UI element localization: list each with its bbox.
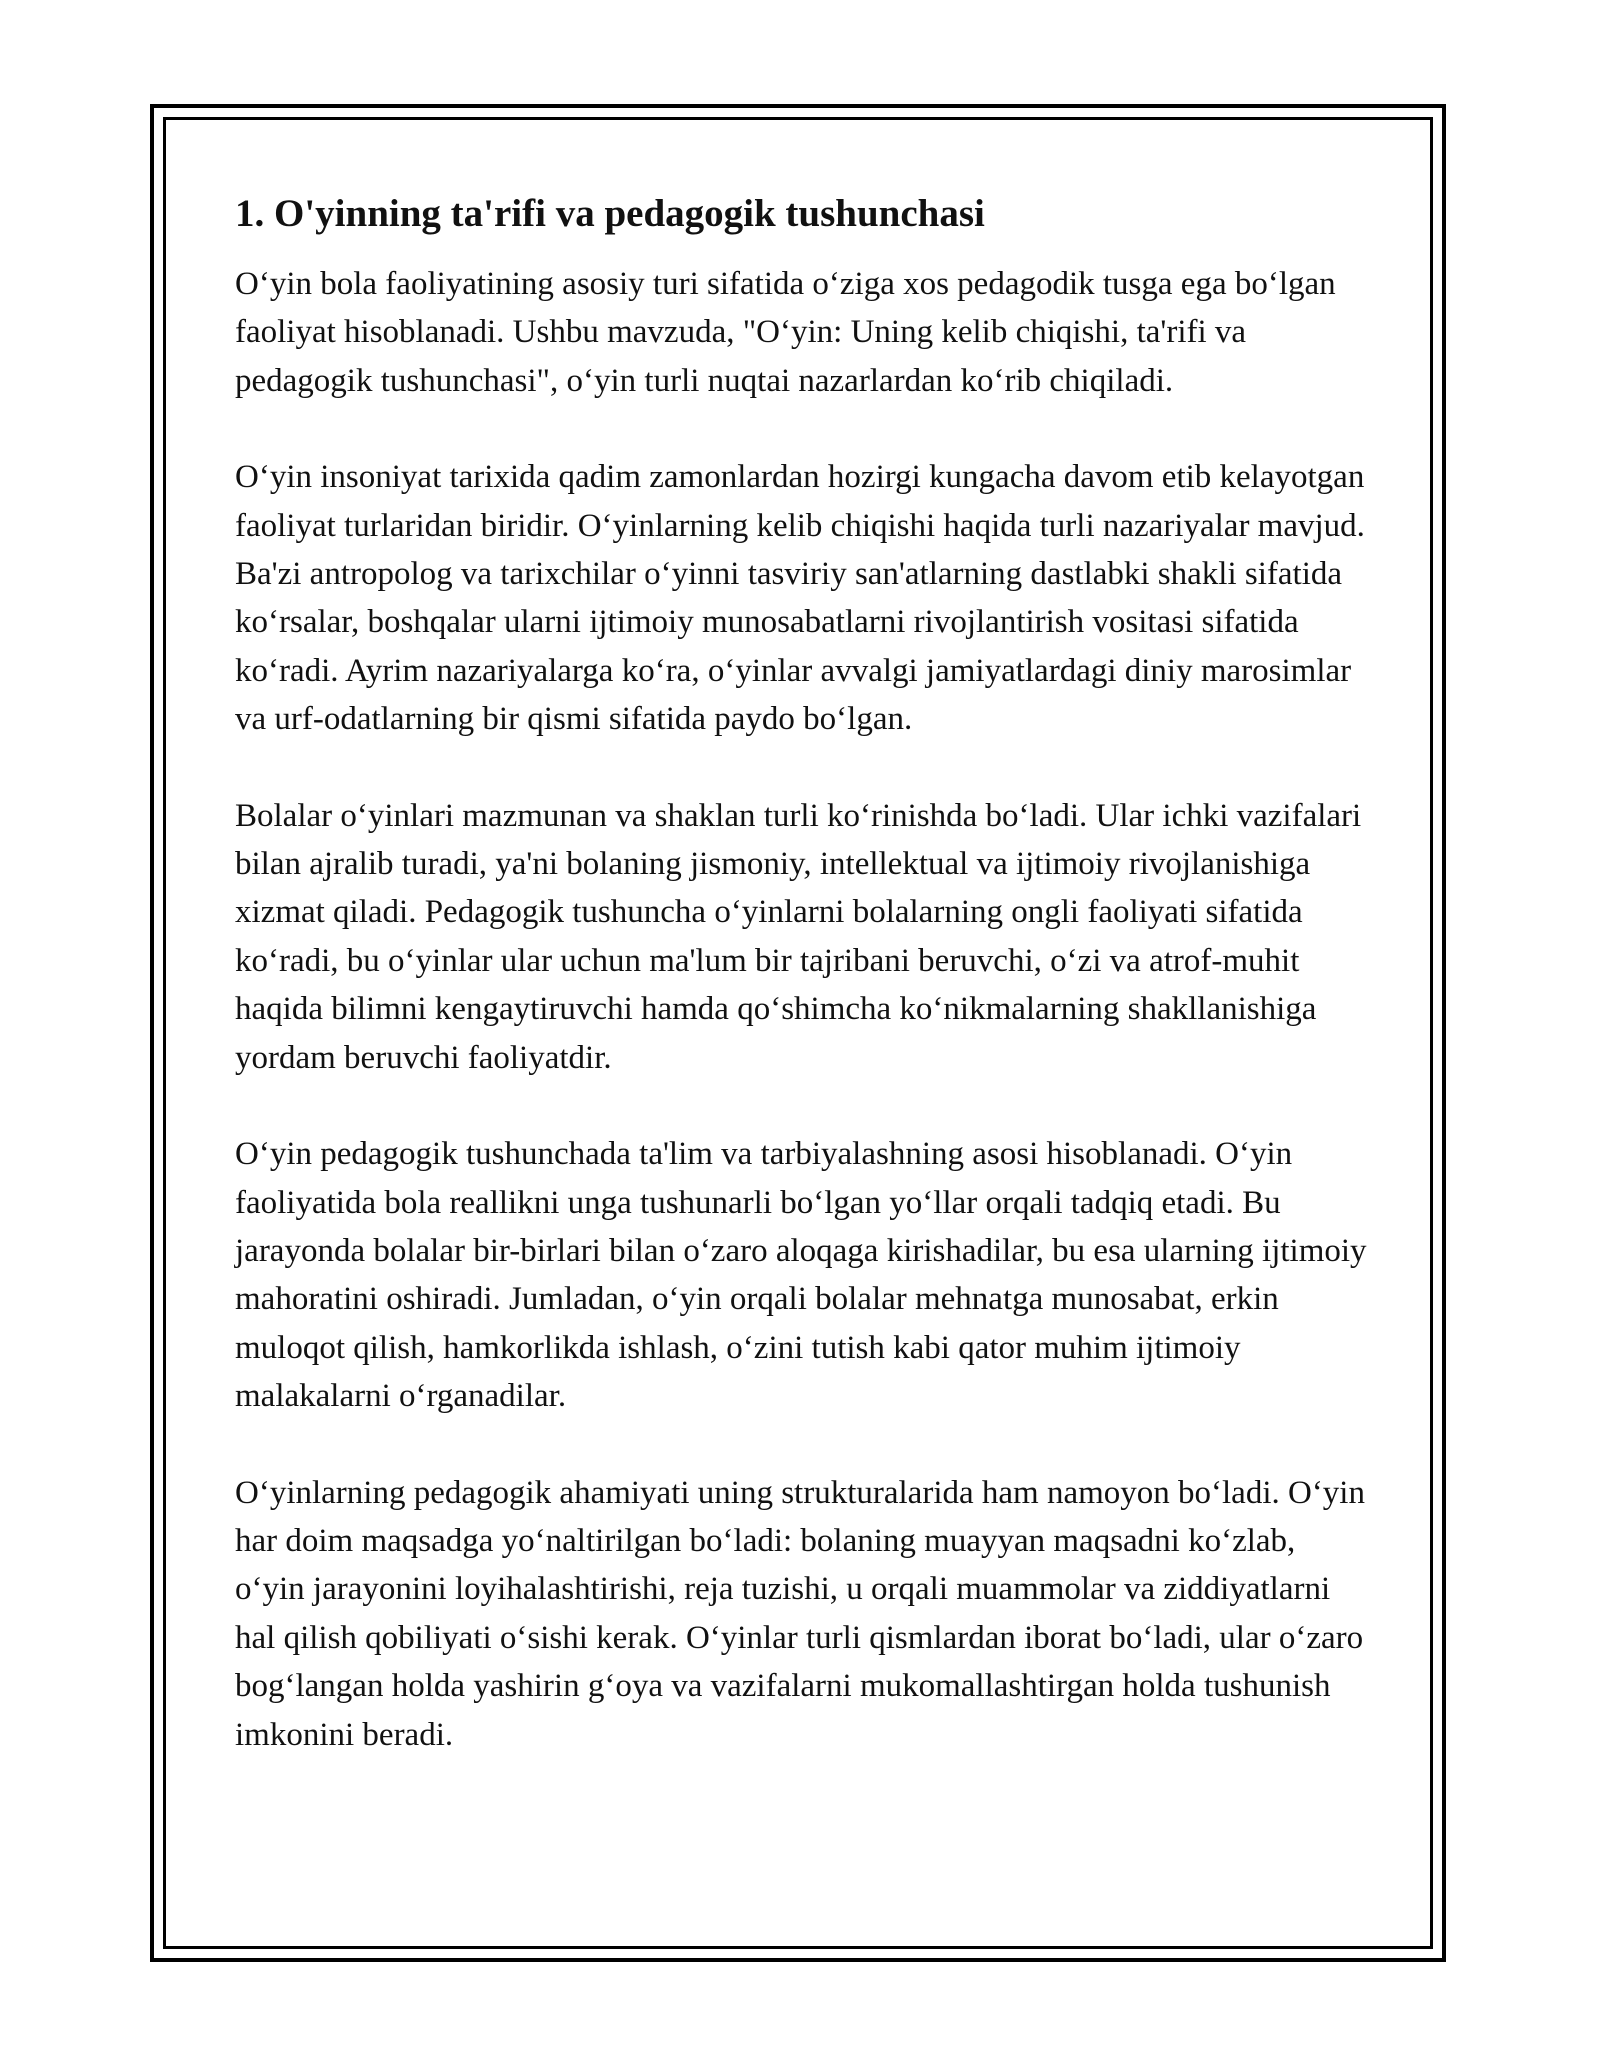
paragraph-5: O‘yinlarning pedagogik ahamiyati uning strukturalarida ham namoyon bo‘ladi. O‘yin har doim maqsadga yo‘naltirilgan bo‘ladi: bolaning muayyan maqsadni ko‘zlab, o‘yin jarayonini loyihalashtirishi, reja tuzishi, u orqali muammolar va ziddiyatlarni hal qilish qobiliyati o‘sishi kerak. O‘yinlar turli qismlardan iborat bo‘ladi, ular o‘zaro bog‘langan holda yashirin g‘oya va vazifalarni mukomallashtirgan holda tushunish imkonini beradi. [235, 1474, 1365, 1753]
document-body [235, 186, 1370, 1807]
paragraph-2: O‘yin insoniyat tarixida qadim zamonlardan hozirgi kungacha davom etib kelayotgan faoliyat turlaridan biridir. O‘yinlarning kelib chiqishi haqida turli nazariyalar mavjud. Ba'zi antropolog va tarixchilar o‘yinni tasviriy san'atlarning dastlabki shakli sifatida ko‘rsalar, boshqalar ularni ijtimoiy munosabatlarni rivojlantirish vositasi sifatida ko‘radi. Ayrim nazariyalarga ko‘ra, o‘yinlar avvalgi jamiyatlardagi diniy marosimlar va urf-odatlarning bir qismi sifatida paydo bo‘lgan. [235, 459, 1365, 738]
section-title: 1. O'yinning ta'rifi va pedagogik tushunchasi [235, 192, 985, 235]
paragraph-4: O‘yin pedagogik tushunchada ta'lim va tarbiyalashning asosi hisoblanadi. O‘yin faoliyatida bola reallikni unga tushunarli bo‘lgan yo‘llar orqali tadqiq etadi. Bu jarayonda bolalar bir-birlari bilan o‘zaro aloqaga kirishadilar, bu esa ularning ijtimoiy mahoratini oshiradi. Jumladan, o‘yin orqali bolalar mehnatga munosabat, erkin muloqot qilish, hamkorlikda ishlash, o‘zini tutish kabi qator muhim ijtimoiy malakalarni o‘rganadilar. [235, 1136, 1367, 1415]
paragraph-1: O‘yin bola faoliyatining asosiy turi sifatida o‘ziga xos pedagodik tusga ega bo‘lgan faoliyat hisoblanadi. Ushbu mavzuda, "O‘yin: Uning kelib chiqishi, ta'rifi va pedagogik tushunchasi", o‘yin turli nuqtai nazarlardan ko‘rib chiqiladi. [235, 266, 1336, 399]
paragraph-3: Bolalar o‘yinlari mazmunan va shaklan turli ko‘rinishda bo‘ladi. Ular ichki vazifalari bilan ajralib turadi, ya'ni bolaning jismoniy, intellektual va ijtimoiy rivojlanishiga xizmat qiladi. Pedagogik tushuncha o‘yinlarni bolalarning ongli faoliyati sifatida ko‘radi, bu o‘yinlar ular uchun ma'lum bir tajribani beruvchi, o‘zi va atrof-muhit haqida bilimni kengaytiruvchi hamda qo‘shimcha ko‘nikmalarning shakllanishiga yordam beruvchi faoliyatdir. [235, 797, 1362, 1076]
